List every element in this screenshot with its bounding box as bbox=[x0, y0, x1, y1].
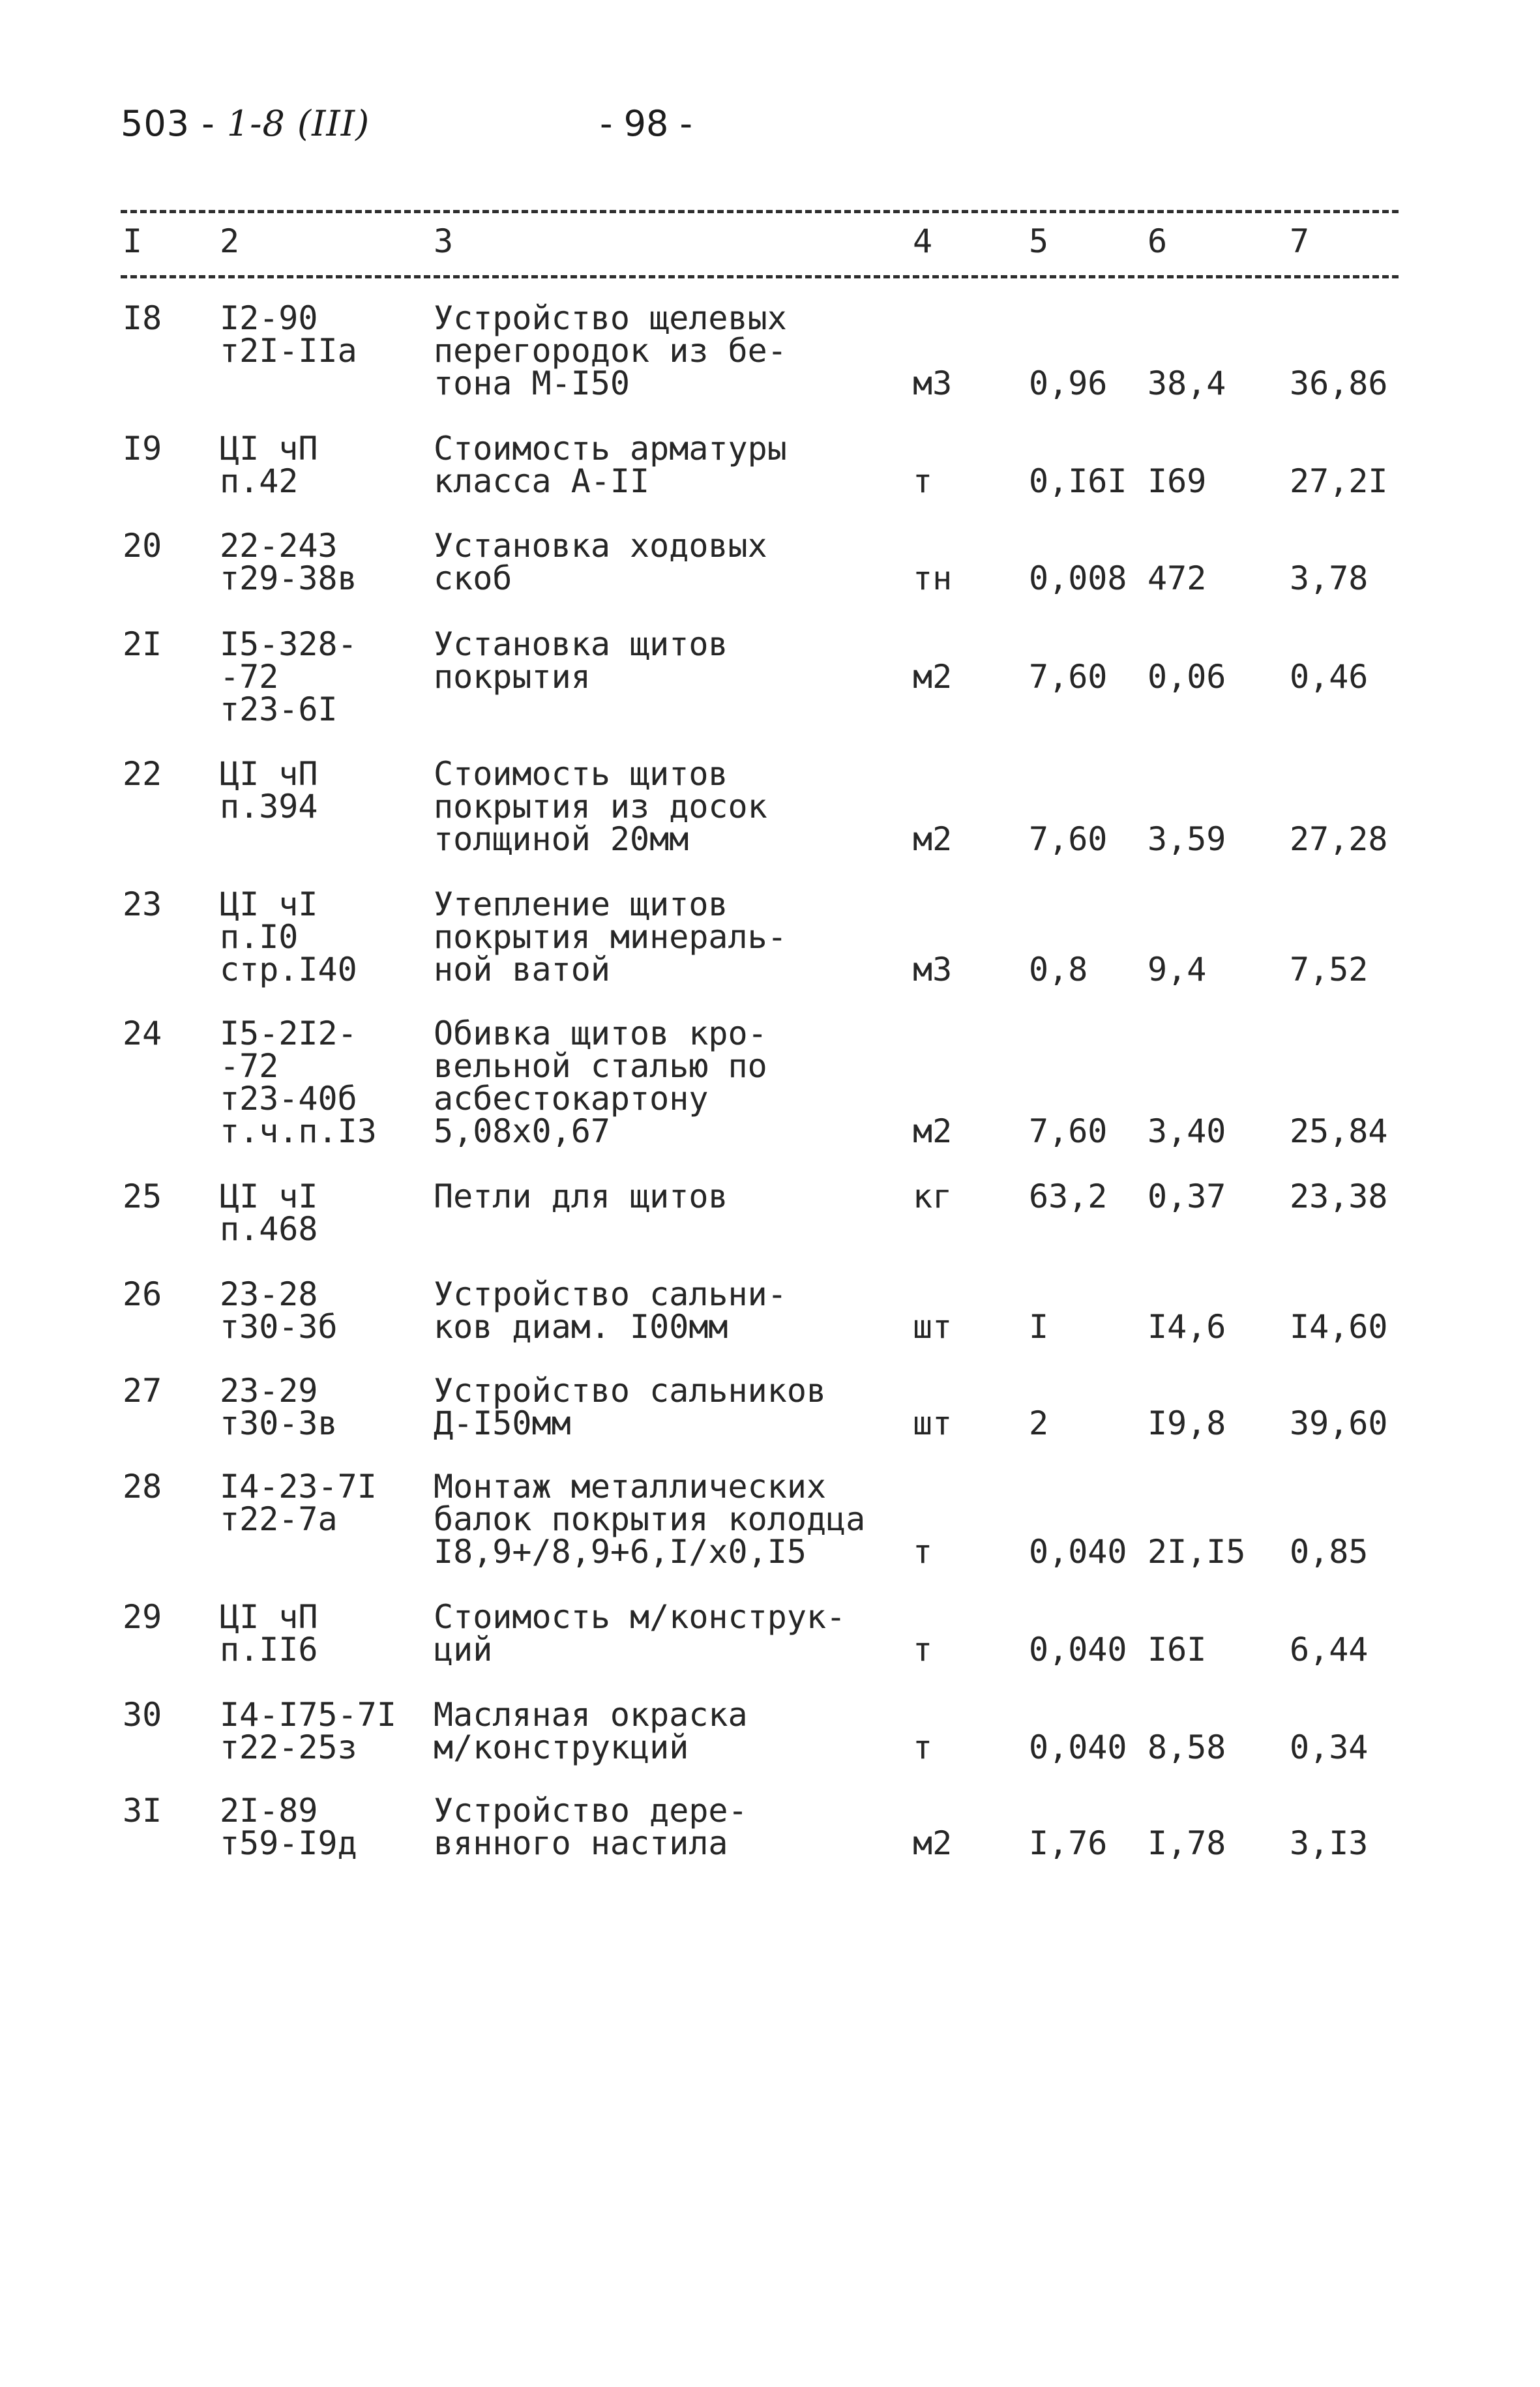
unit-price-cell: 0,06 bbox=[1148, 658, 1226, 696]
document-code bbox=[121, 103, 370, 144]
norm-reference-line: т.ч.п.I3 bbox=[220, 1112, 377, 1150]
work-description bbox=[434, 1275, 787, 1346]
work-description bbox=[434, 885, 787, 988]
total-cell: 0,85 bbox=[1290, 1533, 1369, 1571]
norm-reference bbox=[220, 529, 357, 595]
total-cell: 23,38 bbox=[1290, 1178, 1388, 1215]
work-description-line: покрытия минераль- bbox=[434, 918, 787, 956]
header-bottom-rule bbox=[121, 275, 1399, 278]
unit-cell: м3 bbox=[913, 364, 953, 402]
work-description-line: Петли для щитов bbox=[434, 1178, 728, 1215]
row-number: 26 bbox=[123, 1275, 162, 1313]
work-description bbox=[434, 1468, 866, 1571]
norm-reference-line: -72 bbox=[220, 658, 279, 696]
quantity-cell: 7,60 bbox=[1029, 820, 1108, 858]
column-header-5: 5 bbox=[1029, 222, 1049, 260]
norm-reference-line: п.I0 bbox=[220, 918, 299, 956]
quantity-cell: 0,96 bbox=[1029, 364, 1108, 402]
quantity-cell: 0,040 bbox=[1029, 1631, 1127, 1668]
quantity-cell: I bbox=[1029, 1308, 1049, 1346]
norm-reference-line: I4-23-7I bbox=[220, 1468, 377, 1505]
work-description-line: балок покрытия колодца bbox=[434, 1500, 866, 1538]
row-number: 22 bbox=[123, 755, 162, 793]
column-header-7: 7 bbox=[1290, 222, 1310, 260]
unit-price-cell: 2I,I5 bbox=[1148, 1533, 1246, 1571]
page-number: - 98 - bbox=[600, 103, 693, 144]
norm-reference-line: I4-I75-7I bbox=[220, 1696, 396, 1734]
work-description bbox=[434, 1598, 846, 1668]
norm-reference bbox=[220, 430, 318, 500]
row-number: 3I bbox=[123, 1792, 162, 1830]
norm-reference-line: т22-25з bbox=[220, 1728, 357, 1766]
total-cell: 39,60 bbox=[1290, 1404, 1388, 1442]
quantity-cell: 0,008 bbox=[1029, 559, 1127, 597]
unit-price-cell: 8,58 bbox=[1148, 1728, 1226, 1766]
work-description-line: скоб bbox=[434, 559, 512, 597]
norm-reference bbox=[220, 1598, 318, 1668]
work-description bbox=[434, 755, 767, 858]
norm-reference-line: I5-2I2- bbox=[220, 1015, 357, 1052]
row-number: I8 bbox=[123, 299, 162, 337]
norm-reference bbox=[220, 1468, 377, 1538]
norm-reference bbox=[220, 1178, 318, 1248]
unit-cell: шт bbox=[913, 1404, 953, 1442]
quantity-cell: 7,60 bbox=[1029, 658, 1108, 696]
work-description bbox=[434, 299, 787, 402]
quantity-cell: 0,I6I bbox=[1029, 462, 1127, 500]
unit-cell: т bbox=[913, 1533, 933, 1571]
norm-reference-line: п.468 bbox=[220, 1210, 318, 1248]
unit-cell: м2 bbox=[913, 820, 953, 858]
norm-reference-line: -72 bbox=[220, 1047, 279, 1085]
quantity-cell: 63,2 bbox=[1029, 1178, 1108, 1215]
norm-reference-line: 23-29 bbox=[220, 1372, 318, 1410]
total-cell: 25,84 bbox=[1290, 1112, 1388, 1150]
work-description-line: ной ватой bbox=[434, 951, 610, 988]
quantity-cell: 0,040 bbox=[1029, 1728, 1127, 1766]
quantity-cell: I,76 bbox=[1029, 1824, 1108, 1862]
row-number: 29 bbox=[123, 1598, 162, 1636]
unit-cell: м2 bbox=[913, 1824, 953, 1862]
unit-price-cell: 0,37 bbox=[1148, 1178, 1226, 1215]
column-header-4: 4 bbox=[913, 222, 933, 260]
row-number: I9 bbox=[123, 430, 162, 467]
norm-reference bbox=[220, 1374, 338, 1440]
row-number: 25 bbox=[123, 1178, 162, 1215]
unit-price-cell: 9,4 bbox=[1148, 951, 1207, 988]
row-number: 23 bbox=[123, 885, 162, 923]
row-number: 30 bbox=[123, 1696, 162, 1734]
unit-cell: м2 bbox=[913, 658, 953, 696]
column-header-3: 3 bbox=[434, 222, 454, 260]
norm-reference-line: п.394 bbox=[220, 788, 318, 825]
norm-reference-line: т23-6I bbox=[220, 690, 338, 728]
total-cell: I4,60 bbox=[1290, 1308, 1388, 1346]
work-description-line: Д-I50мм bbox=[434, 1404, 571, 1442]
work-description-line: Утепление щитов bbox=[434, 885, 728, 923]
norm-reference bbox=[220, 299, 357, 370]
work-description-line: покрытия из досок bbox=[434, 788, 767, 825]
work-description-line: ций bbox=[434, 1631, 493, 1668]
norm-reference-line: т23-40б bbox=[220, 1080, 357, 1118]
norm-reference-line: т22-7а bbox=[220, 1500, 338, 1538]
norm-reference-line: ЦI чП bbox=[220, 430, 318, 467]
norm-reference-line: 2I-89 bbox=[220, 1792, 318, 1830]
column-header-2: 2 bbox=[220, 222, 240, 260]
work-description-line: Установка щитов bbox=[434, 625, 728, 663]
work-description-line: Установка ходовых bbox=[434, 527, 767, 565]
unit-cell: т bbox=[913, 462, 933, 500]
quantity-cell: 0,040 bbox=[1029, 1533, 1127, 1571]
work-description-line: Обивка щитов кро- bbox=[434, 1015, 767, 1052]
work-description-line: класса А-II bbox=[434, 462, 650, 500]
norm-reference bbox=[220, 755, 318, 825]
quantity-cell: 2 bbox=[1029, 1404, 1049, 1442]
quantity-cell: 7,60 bbox=[1029, 1112, 1108, 1150]
work-description bbox=[434, 625, 728, 696]
norm-reference-line: т59-I9д bbox=[220, 1824, 357, 1862]
unit-price-cell: 472 bbox=[1148, 559, 1207, 597]
quantity-cell: 0,8 bbox=[1029, 951, 1088, 988]
unit-price-cell: I9,8 bbox=[1148, 1404, 1226, 1442]
work-description-line: Устройство сальни- bbox=[434, 1275, 787, 1313]
work-description-line: Масляная окраска bbox=[434, 1696, 748, 1734]
row-number: 20 bbox=[123, 527, 162, 565]
norm-reference bbox=[220, 885, 357, 988]
norm-reference bbox=[220, 1794, 357, 1860]
work-description-line: м/конструкций bbox=[434, 1728, 689, 1766]
unit-price-cell: 38,4 bbox=[1148, 364, 1226, 402]
work-description-line: Стоимость арматуры bbox=[434, 430, 787, 467]
work-description-line: Стоимость м/конструк- bbox=[434, 1598, 846, 1636]
work-description-line: Монтаж металлических bbox=[434, 1468, 827, 1505]
norm-reference bbox=[220, 1017, 377, 1148]
total-cell: 36,86 bbox=[1290, 364, 1388, 402]
work-description-line: Устройство щелевых bbox=[434, 299, 787, 337]
row-number: 24 bbox=[123, 1015, 162, 1052]
total-cell: 0,46 bbox=[1290, 658, 1369, 696]
norm-reference-line: ЦI чI bbox=[220, 1178, 318, 1215]
work-description-line: вянного настила bbox=[434, 1824, 728, 1862]
norm-reference-line: ЦI чП bbox=[220, 1598, 318, 1636]
unit-price-cell: 3,40 bbox=[1148, 1112, 1226, 1150]
total-cell: 3,78 bbox=[1290, 559, 1369, 597]
column-header-1: I bbox=[123, 222, 143, 260]
norm-reference-line: стр.I40 bbox=[220, 951, 357, 988]
norm-reference-line: п.42 bbox=[220, 462, 299, 500]
row-number: 2I bbox=[123, 625, 162, 663]
work-description bbox=[434, 1180, 728, 1213]
document-code-prefix: 503 - bbox=[121, 103, 227, 144]
norm-reference-line: 22-243 bbox=[220, 527, 338, 565]
total-cell: 27,2I bbox=[1290, 462, 1388, 500]
row-number: 27 bbox=[123, 1372, 162, 1410]
total-cell: 6,44 bbox=[1290, 1631, 1369, 1668]
norm-reference-line: п.II6 bbox=[220, 1631, 318, 1668]
work-description-line: покрытия bbox=[434, 658, 591, 696]
total-cell: 3,I3 bbox=[1290, 1824, 1369, 1862]
header-top-rule bbox=[121, 210, 1399, 213]
unit-price-cell: I,78 bbox=[1148, 1824, 1226, 1862]
norm-reference bbox=[220, 1275, 338, 1346]
total-cell: 27,28 bbox=[1290, 820, 1388, 858]
norm-reference-line: т29-38в bbox=[220, 559, 357, 597]
work-description-line: ков диам. I00мм bbox=[434, 1308, 728, 1346]
work-description bbox=[434, 1017, 767, 1148]
norm-reference-line: ЦI чI bbox=[220, 885, 318, 923]
work-description bbox=[434, 529, 767, 595]
work-description-line: вельной сталью по bbox=[434, 1047, 767, 1085]
work-description-line: тона М-I50 bbox=[434, 364, 630, 402]
work-description-line: Устройство сальников bbox=[434, 1372, 827, 1410]
work-description bbox=[434, 430, 787, 500]
work-description bbox=[434, 1794, 748, 1860]
norm-reference bbox=[220, 625, 357, 728]
unit-price-cell: 3,59 bbox=[1148, 820, 1226, 858]
norm-reference bbox=[220, 1698, 396, 1764]
unit-cell: т bbox=[913, 1728, 933, 1766]
work-description bbox=[434, 1698, 748, 1764]
norm-reference-line: т30-3в bbox=[220, 1404, 338, 1442]
work-description-line: толщиной 20мм bbox=[434, 820, 689, 858]
work-description bbox=[434, 1374, 826, 1440]
work-description-line: Устройство дере- bbox=[434, 1792, 748, 1830]
norm-reference-line: I2-90 bbox=[220, 299, 318, 337]
work-description-line: 5,08х0,67 bbox=[434, 1112, 610, 1150]
work-description-line: асбестокартону bbox=[434, 1080, 709, 1118]
work-description-line: перегородок из бе- bbox=[434, 332, 787, 370]
norm-reference-line: т2I-IIa bbox=[220, 332, 357, 370]
document-code-handwritten: 1-8 (III) bbox=[226, 103, 370, 144]
unit-price-cell: I69 bbox=[1148, 462, 1207, 500]
unit-price-cell: I6I bbox=[1148, 1631, 1207, 1668]
unit-cell: тн bbox=[913, 559, 953, 597]
unit-cell: м3 bbox=[913, 951, 953, 988]
total-cell: 0,34 bbox=[1290, 1728, 1369, 1766]
unit-cell: м2 bbox=[913, 1112, 953, 1150]
norm-reference-line: т30-3б bbox=[220, 1308, 338, 1346]
unit-cell: кг bbox=[913, 1178, 953, 1215]
column-header-6: 6 bbox=[1148, 222, 1168, 260]
norm-reference-line: 23-28 bbox=[220, 1275, 318, 1313]
unit-cell: т bbox=[913, 1631, 933, 1668]
work-description-line: Стоимость щитов bbox=[434, 755, 728, 793]
unit-price-cell: I4,6 bbox=[1148, 1308, 1226, 1346]
total-cell: 7,52 bbox=[1290, 951, 1369, 988]
work-description-line: I8,9+/8,9+6,I/х0,I5 bbox=[434, 1533, 807, 1571]
norm-reference-line: ЦI чП bbox=[220, 755, 318, 793]
row-number: 28 bbox=[123, 1468, 162, 1505]
norm-reference-line: I5-328- bbox=[220, 625, 357, 663]
unit-cell: шт bbox=[913, 1308, 953, 1346]
